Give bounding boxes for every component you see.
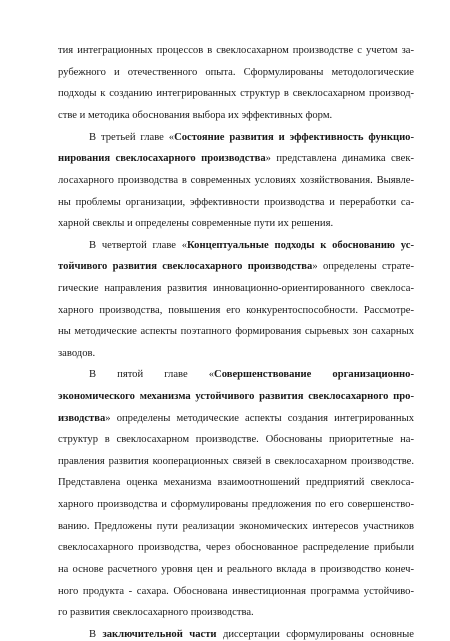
text-run: » определены страте- [312,261,414,272]
text-run: В [89,629,103,640]
text-run: » представлена динамика свек- [265,153,414,164]
text-line: рубежного и отечественного опыта. Сформулированы методологические [58,67,414,78]
text-line [89,369,414,381]
chapter-title-bold: нирования свеклосахарного производства [58,153,266,164]
text-line: лосахарного производства в современных условиях хозяйствования. Выявле- [58,175,414,186]
text-line: ванию. Предложены пути реализации экономических интересов участников [58,521,414,532]
section-title-bold: заключительной части [102,629,217,640]
text-line [58,261,414,273]
chapter-title-bold: Совершенствование организационно- [214,369,414,380]
text-line [58,413,414,425]
text-line [58,153,414,165]
text-line: харной свеклы и определены современные пути их решения. [58,218,334,229]
text-line [89,132,414,144]
text-line: ны проблемы организации, эффективности производства и переработки са- [58,197,414,208]
text-line: Представлена оценка механизма взаимоотношений предприятий свеклоса- [58,477,414,488]
text-line: харного производства, повышения его конкурентоспособности. Рассмотре- [58,305,414,316]
text-run: В четвертой главе « [89,240,188,251]
text-line: подходы к созданию интегрированных структур в свеклосахарном производ- [58,88,414,99]
text-line: харного производства и сформулированы предложения по его совершенство- [58,499,414,510]
chapter-title-bold: экономического механизма устойчивого развития свеклосахарного про- [58,391,414,402]
text-line [89,629,414,641]
chapter-title-bold: Состояние развития и эффективность функцио- [174,132,414,143]
text-run: В пятой главе « [89,369,215,380]
text-run: » определены методические аспекты создания интегрированных [105,413,414,424]
text-line: ного продукта - сахара. Обоснована инвестиционная программа устойчиво- [58,586,414,597]
text-line: заводов. [58,348,96,359]
text-run: диссертации сформулированы основные [216,629,414,640]
chapter-title-bold: изводства [58,413,106,424]
chapter-title-bold: Концептуальные подходы к обоснованию ус- [187,240,414,251]
text-line: правления развития кооперационных связей в свеклосахарном производстве. [58,456,414,467]
text-line [58,391,414,403]
text-line: стве и методика обоснования выбора их эффективных форм. [58,110,333,121]
text-line: на основе расчетного уровня цен и реального вклада в производство конеч- [58,564,414,575]
text-line [89,240,414,252]
text-run: В третьей главе « [89,132,175,143]
text-line: тия интеграционных процессов в свеклосахарном производстве с учетом за- [58,45,414,56]
text-line: го развития свеклосахарного производства. [58,607,254,618]
chapter-title-bold: тойчивого развития свеклосахарного производства [58,261,313,272]
text-line: структур в свеклосахарном производстве. Обоснованы приоритетные на- [58,434,414,445]
text-line: свеклосахарного производства, через обоснованное распределение прибыли [58,542,414,553]
text-line: ны методические аспекты поэтапного формирования сырьевых зон сахарных [58,326,414,337]
text-line: гические направления развития инновационно-ориентированного свеклоса- [58,283,414,294]
